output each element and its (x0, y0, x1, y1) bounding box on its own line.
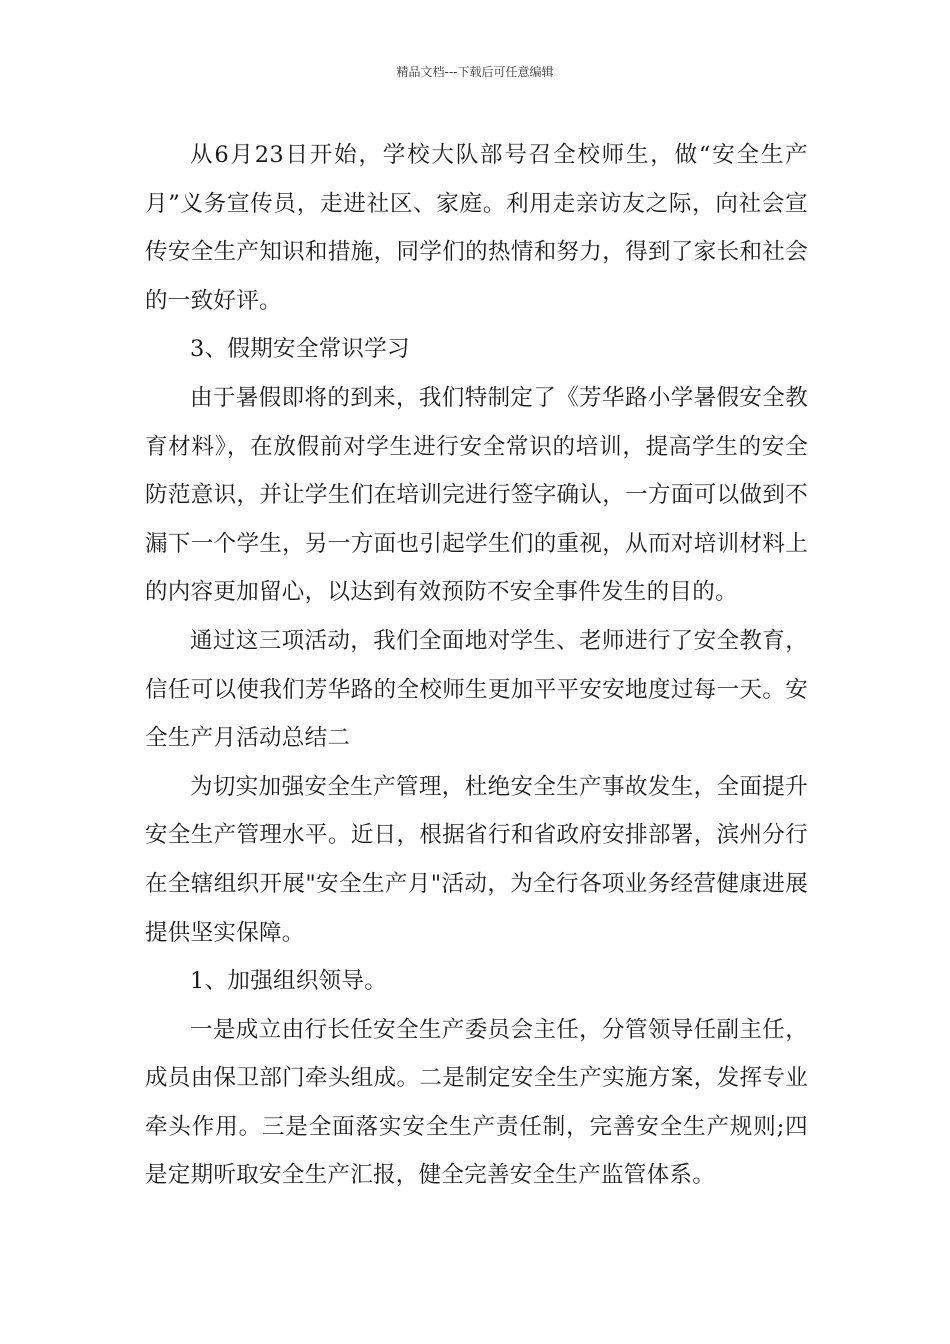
paragraph: 由于暑假即将的到来，我们特制定了《芳华路小学暑假安全教育材料》，在放假前对学生进行安全常识的培训，提高学生的安全防范意识，并让学生们在培训完进行签字确认，一方面可以做到不漏下一个学生，另一方面也引起学生们的重视，从而对培训材料上的内容更加留心，以达到有效预防不安全事件发生的目的。 (145, 384, 808, 606)
section-heading: 1、加强组织领导。 (190, 968, 388, 995)
paragraph: 为切实加强安全生产管理，杜绝安全生产事故发生，全面提升安全生产管理水平。近日，根据省行和省政府安排部署，滨州分行在全辖组织开展"安全生产月"活动，为全行各项业务经营健康进展提供坚实保障。 (145, 773, 808, 946)
paragraph: 一是成立由行长任安全生产委员会主任，分管领导任副主任，成员由保卫部门牵头组成。二是制定安全生产实施方案，发挥专业牵头作用。三是全面落实安全生产责任制，完善安全生产规则;四是定期听取安全生产汇报，健全完善安全生产监管体系。 (145, 1016, 808, 1189)
paragraph: 从6月23日开始，学校大队部号召全校师生，做“安全生产月”义务宣传员，走进社区、家庭。利用走亲访友之际，向社会宣传安全生产知识和措施，同学们的热情和努力，得到了家长和社会的一致好评。 (145, 142, 808, 314)
paragraph: 通过这三项活动，我们全面地对学生、老师进行了安全教育，信任可以使我们芳华路的全校师生更加平平安安地度过每一天。安全生产月活动总结二 (145, 627, 808, 752)
document-body (145, 131, 808, 1200)
section-heading: 3、假期安全常识学习 (190, 336, 410, 363)
page-header: 精品文档---下载后可任意编辑 (396, 65, 554, 79)
